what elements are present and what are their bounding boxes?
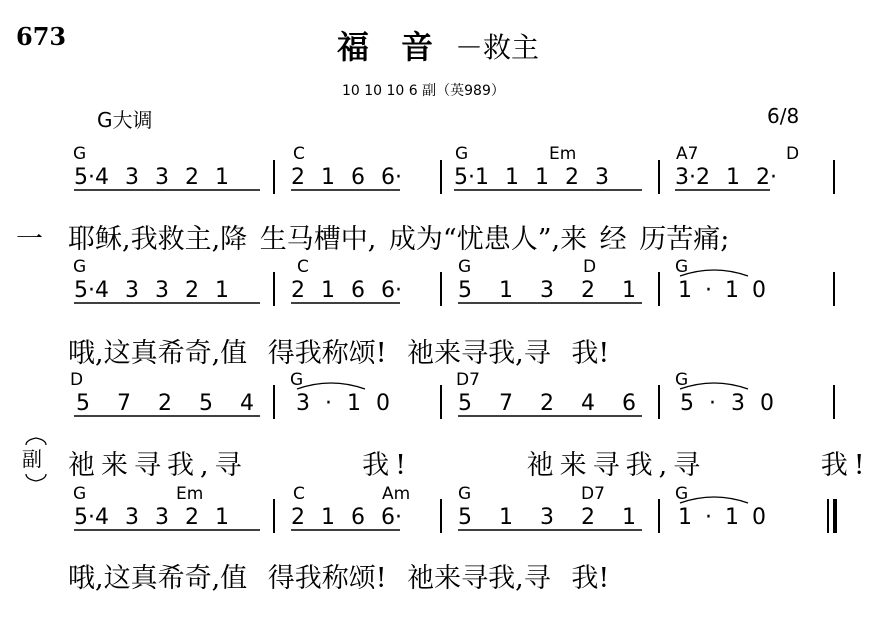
lyric-line: 祂来寻我,寻 我! 祂来寻我,寻 我! (68, 450, 871, 481)
chord: C (297, 257, 309, 277)
verse-marker: 一 (16, 224, 43, 255)
measure-notes: 5·4 3 3 2 1 (74, 165, 229, 190)
chord: D7 (581, 484, 605, 504)
chord: G (73, 144, 87, 164)
measure-notes: 5 1 3 2 1 (458, 278, 636, 303)
measure-notes: 5 7 2 5 4 (76, 391, 254, 416)
title-char-2: 音 (401, 28, 436, 66)
chord: Em (549, 144, 577, 164)
chord: G (455, 144, 469, 164)
lyric-line: 哦,这真希奇,值 得我称颂! 祂来寻我,寻 我! (68, 338, 610, 369)
hymn-title (337, 22, 435, 68)
measure-notes: 2 1 6 6· (291, 165, 402, 190)
measure-notes: 5 7 2 4 6 (458, 391, 636, 416)
chord: G (73, 257, 87, 277)
key-signature: G大调 (97, 108, 153, 132)
measure-notes: 5·4 3 3 2 1 (74, 505, 229, 530)
chord: G (675, 257, 689, 277)
chord: C (293, 144, 305, 164)
chord: D (583, 257, 597, 277)
measure-notes: 5·1 1 1 2 3 (454, 165, 609, 190)
chord: G (458, 484, 472, 504)
meter-info: 10 10 10 6 副（英989） (342, 83, 505, 99)
measure-notes: 5 · 3 0 (680, 391, 774, 416)
tie (297, 383, 365, 389)
time-signature: 6/8 (767, 104, 800, 128)
measure-notes: 1 · 1 0 (678, 278, 766, 303)
measure-notes: 5 1 3 2 1 (458, 505, 636, 530)
chord: D (70, 370, 84, 390)
chord: D7 (456, 370, 480, 390)
measure-notes: 1 · 1 0 (678, 505, 766, 530)
chord: Am (382, 484, 411, 504)
hymn-subtitle: －救主 (455, 31, 540, 64)
measure-notes: 3 · 1 0 (296, 391, 390, 416)
measure-notes: 3·2 1 2· (675, 165, 777, 190)
chord: C (293, 484, 305, 504)
chord: G (73, 484, 87, 504)
chord: D (786, 144, 800, 164)
lyric-line: 耶稣,我救主,降 生马槽中, 成为“忧患人”,来 经 历苦痛; (68, 224, 730, 255)
refrain-marker: 副 (22, 447, 42, 471)
chord: G (290, 370, 304, 390)
lyric-line: 哦,这真希奇,值 得我称颂! 祂来寻我,寻 我! (68, 563, 610, 594)
chord: Em (176, 484, 204, 504)
title-char-1: 福 (337, 28, 372, 66)
chord: G (675, 484, 689, 504)
chord: A7 (676, 144, 699, 164)
hymn-number: 673 (16, 22, 67, 51)
measure-notes: 2 1 6 6· (291, 278, 402, 303)
tie (680, 270, 748, 276)
chord: G (675, 370, 689, 390)
measure-notes: 2 1 6 6· (291, 505, 402, 530)
chord: G (458, 257, 472, 277)
measure-notes: 5·4 3 3 2 1 (74, 278, 229, 303)
tie (680, 383, 748, 389)
tie (680, 497, 748, 503)
